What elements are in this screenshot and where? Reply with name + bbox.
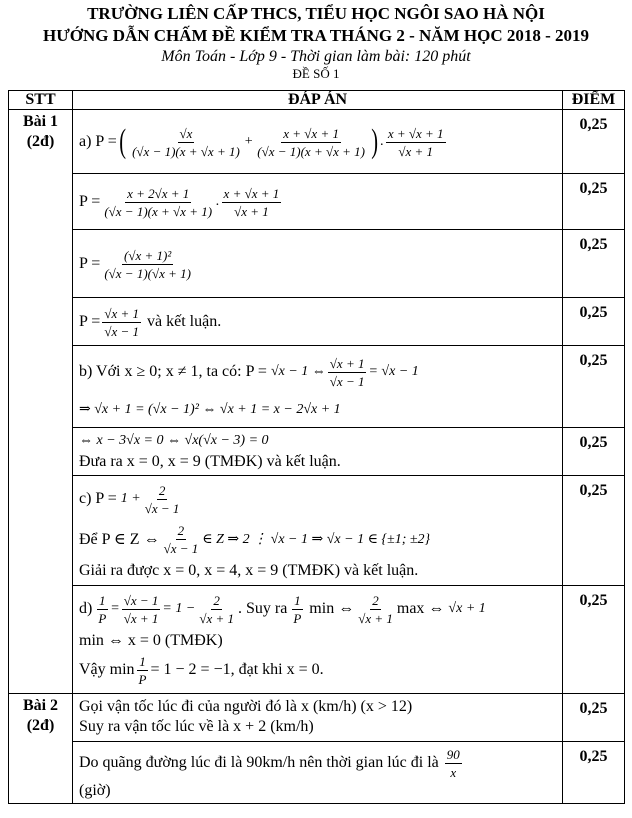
- table-row: [9, 230, 625, 298]
- bai2-cell: [9, 694, 73, 804]
- table-row: [9, 174, 625, 230]
- row7-de: Để P ∈ Z ⇔: [79, 531, 160, 548]
- table-row: [9, 476, 625, 586]
- score-cell: 0,25: [563, 586, 625, 694]
- score-cell: 0,25: [563, 230, 625, 298]
- subject-line: Môn Toán - Lớp 9 - Thời gian làm bài: 120 phút: [161, 48, 471, 65]
- answer-cell: P = $\frac{√x + 1}{√x - 1}$ và kết luận.: [73, 298, 563, 346]
- row8-prefix: d): [79, 600, 93, 617]
- col-answer: ĐÁP ÁN: [73, 91, 563, 110]
- bai1-cell: [9, 110, 73, 694]
- bai2-points: (2đ): [26, 717, 55, 734]
- score-cell: 0,25: [563, 742, 625, 804]
- row5-cond: b) Với x ≥ 0; x ≠ 1, ta có: P =: [79, 363, 267, 380]
- bai1-points: (2đ): [26, 133, 55, 150]
- row8-line2: min ⇔ x = 0 (TMĐK): [79, 632, 223, 649]
- answer-cell: [73, 694, 563, 742]
- score-cell: 0,25: [563, 174, 625, 230]
- row4-prefix: P =: [79, 313, 101, 330]
- bai2-line2: Suy ra vận tốc lúc về là x + 2 (km/h): [79, 718, 314, 735]
- table-row: [9, 586, 625, 694]
- score-cell: 0,25: [563, 346, 625, 428]
- col-score: ĐIỂM: [563, 91, 625, 110]
- bai2-label: Bài 2: [22, 697, 59, 714]
- row7-line3: Giải ra được x = 0, x = 4, x = 9 (TMĐK) và kết luận.: [79, 562, 419, 579]
- score-cell: 0,25: [563, 428, 625, 476]
- answer-cell: a) P = ( $\frac{√x}{(√x - 1)(x + √x + 1)}$ + $\frac{x + √x + 1}{(√x - 1)(x + √x + 1)}$ ) . $\frac{x + √x + 1}{√x + 1}$: [73, 110, 563, 174]
- school-name: TRƯỜNG LIÊN CẤP THCS, TIỂU HỌC NGÔI SAO HÀ NỘI: [87, 4, 545, 23]
- bai2-line1: Gọi vận tốc lúc đi của người đó là x (km/h) (x > 12): [79, 698, 413, 715]
- bai2-line3: Do quãng đường lúc đi là 90km/h nên thời gian lúc đi là: [79, 754, 439, 771]
- answer-cell: Do quãng đường lúc đi là 90km/h nên thời gian lúc đi là $\frac{90}{x}$ (giờ): [73, 742, 563, 804]
- document-title: HƯỚNG DẪN CHẤM ĐỀ KIỂM TRA THÁNG 2 - NĂM HỌC 2018 - 2019: [42, 26, 590, 45]
- exam-number: ĐỀ SỐ 1: [292, 66, 340, 81]
- row8-min: min ⇔: [309, 600, 355, 617]
- table-row: [9, 110, 625, 174]
- answer-cell: d) $\frac{1}{P}$ = $\frac{√x - 1}{√x + 1}$ = 1 − $\frac{2}{√x + 1}$ . Suy ra $\frac{1}{P}$ min ⇔ $\frac{2}{√x + 1}$ max ⇔ √x + 1 min ⇔ x = 0 (TMĐK) Vậy min $\frac{1}{P}$ = 1 − 2 = −1, đạt khi x = 0.: [73, 586, 563, 694]
- row7-prefix: c) P =: [79, 490, 117, 507]
- table-row: [9, 694, 625, 742]
- row8-max: max ⇔: [396, 600, 445, 617]
- answer-cell: b) Với x ≥ 0; x ≠ 1, ta có: P = √x − 1 ⇔ $\frac{√x + 1}{√x - 1}$ = √x − 1 ⇒ √x + 1 = (√x − 1)² ⇔ √x + 1 = x − 2√x + 1: [73, 346, 563, 428]
- table-header-row: [9, 91, 625, 110]
- row8-vay: Vậy min: [79, 661, 135, 678]
- table-row: [9, 298, 625, 346]
- col-stt: STT: [9, 91, 73, 110]
- table-row: [9, 346, 625, 428]
- row6-line2: Đưa ra x = 0, x = 9 (TMĐK) và kết luận.: [79, 453, 341, 470]
- answer-cell: P = $\frac{\text{(√x + 1)²}}{(√x - 1)(√x + 1)}$: [73, 230, 563, 298]
- bai1-label: Bài 1: [22, 113, 59, 130]
- row2-prefix: P =: [79, 193, 101, 210]
- bai2-unit: (giờ): [79, 782, 111, 799]
- answer-cell: P = $\frac{x + 2√x + 1}{(√x - 1)(x + √x + 1)}$ . $\frac{x + √x + 1}{√x + 1}$: [73, 174, 563, 230]
- answer-cell: c) P = 1 + $\frac{2}{√x - 1}$ Để P ∈ Z ⇔ $\frac{2}{√x - 1}$ ∈ Z ⇒ 2 ⋮ √x − 1 ⇒ √x − 1 ∈ {±1; ±2} Giải ra được x = 0, x = 4, x = 9 (TMĐK) và kết luận.: [73, 476, 563, 586]
- row8-suyra: . Suy ra: [238, 600, 288, 617]
- score-cell: 0,25: [563, 694, 625, 742]
- row8-vay-end: = 1 − 2 = −1, đạt khi x = 0.: [150, 661, 324, 678]
- table-row: [9, 742, 625, 804]
- score-cell: 0,25: [563, 298, 625, 346]
- score-cell: 0,25: [563, 110, 625, 174]
- score-cell: 0,25: [563, 476, 625, 586]
- table-row: [9, 428, 625, 476]
- row1-prefix: a) P =: [79, 133, 117, 150]
- row3-prefix: P =: [79, 255, 101, 272]
- answer-cell: ⇔ x − 3√x = 0 ⇔ √x(√x − 3) = 0 Đưa ra x = 0, x = 9 (TMĐK) và kết luận.: [73, 428, 563, 476]
- row4-suffix: và kết luận.: [147, 313, 222, 330]
- grading-table: [8, 90, 625, 804]
